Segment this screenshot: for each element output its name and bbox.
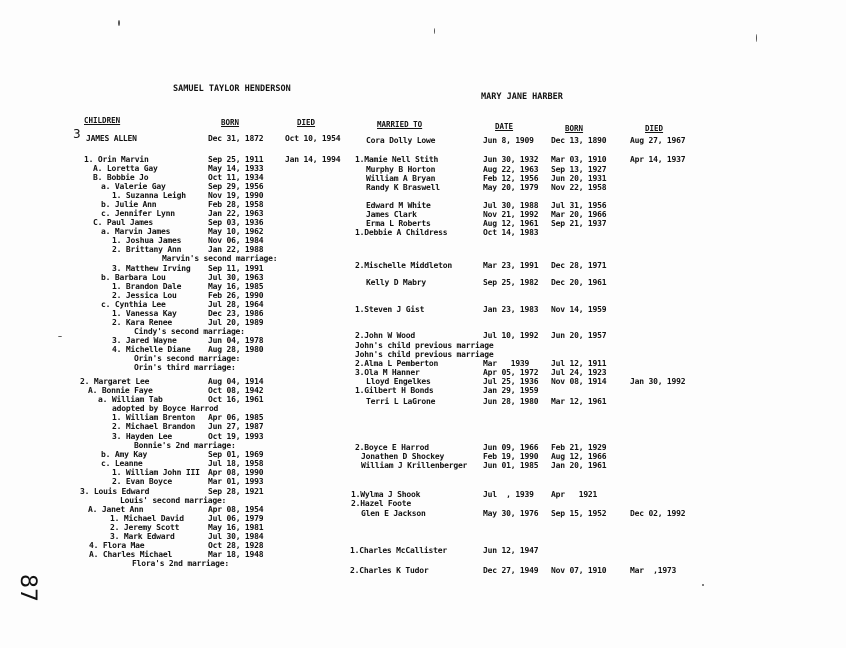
- spouse-name: Jonathen D Shockey: [361, 452, 445, 461]
- child-born: Oct 08, 1942: [208, 386, 264, 395]
- child-name: 3. Hayden Lee: [112, 432, 173, 441]
- marriage-date: Jul 25, 1936: [483, 377, 539, 386]
- marriage-date: Jun 30, 1932: [483, 155, 539, 164]
- scan-speck: [756, 34, 757, 42]
- col-married-to: MARRIED TO: [377, 120, 423, 129]
- spouse-name: John's child previous marriage: [355, 350, 494, 359]
- marriage-date: May 20, 1979: [483, 183, 539, 192]
- spouse-born: Mar 20, 1966: [551, 210, 607, 219]
- marriage-date: Dec 27, 1949: [483, 566, 539, 575]
- spouse-born: Jun 20, 1931: [551, 174, 607, 183]
- spouse-name: Randy K Braswell: [366, 183, 440, 192]
- spouse-name: Erma L Roberts: [366, 219, 431, 228]
- spouse-name: 2.Alma L Pemberton: [355, 359, 439, 368]
- spouse-name: Glen E Jackson: [361, 509, 426, 518]
- spouse-died: Aug 27, 1967: [630, 136, 686, 145]
- marriage-date: Apr 05, 1972: [483, 368, 539, 377]
- marriage-date: Nov 21, 1992: [483, 210, 539, 219]
- spouse-name: 2.Charles K Tudor: [350, 566, 429, 575]
- child-born: Oct 19, 1993: [208, 432, 264, 441]
- col-children: CHILDREN: [84, 116, 121, 125]
- marriage-date: Mar 1939: [483, 359, 530, 368]
- child-name: 4. Michelle Diane: [112, 345, 191, 354]
- spouse-name: 2.John W Wood: [355, 331, 416, 340]
- father-name: SAMUEL TAYLOR HENDERSON: [173, 84, 291, 94]
- marriage-date: Jun 28, 1980: [483, 397, 539, 406]
- child-born: Aug 28, 1980: [208, 345, 264, 354]
- child-name: 1. Vanessa Kay: [112, 309, 177, 318]
- child-name: Orin's third marriage:: [134, 363, 236, 372]
- marriage-date: Jun 09, 1966: [483, 443, 539, 452]
- child-name: Marvin's second marriage:: [162, 254, 278, 263]
- marriage-date: Jan 23, 1983: [483, 305, 539, 314]
- scan-speck: [58, 336, 62, 337]
- child-born: Sep 01, 1969: [208, 450, 264, 459]
- child-name: A. Charles Michael: [89, 550, 173, 559]
- spouse-died: Apr 14, 1937: [630, 155, 686, 164]
- child-name: 2. Kara Renee: [112, 318, 173, 327]
- spouse-died: Jan 30, 1992: [630, 377, 686, 386]
- marriage-date: Sep 25, 1982: [483, 278, 539, 287]
- child-name: 1. Orin Marvin: [84, 155, 149, 164]
- col-died-spouse: DIED: [645, 124, 664, 133]
- child-name: 3. Jared Wayne: [112, 336, 177, 345]
- child-born: Oct 11, 1934: [208, 173, 264, 182]
- spouse-name: 2.Boyce E Harrod: [355, 443, 429, 452]
- child-died: Oct 10, 1954: [285, 134, 341, 143]
- child-name: B. Bobbie Jo: [93, 173, 149, 182]
- child-born: Jul 18, 1958: [208, 459, 264, 468]
- spouse-born: Nov 08, 1914: [551, 377, 607, 386]
- spouse-born: Dec 28, 1971: [551, 261, 607, 270]
- handwritten-mark: 3: [73, 127, 81, 141]
- spouse-name: Cora Dolly Lowe: [366, 136, 436, 145]
- child-name: 1. William Brenton: [112, 413, 196, 422]
- child-name: a. Marvin James: [101, 227, 171, 236]
- child-born: Mar 01, 1993: [208, 477, 264, 486]
- spouse-born: Sep 13, 1927: [551, 165, 607, 174]
- spouse-born: Nov 22, 1958: [551, 183, 607, 192]
- handwritten-page-number: 87: [15, 574, 40, 602]
- child-name: 1. Michael David: [110, 514, 184, 523]
- spouse-name: 1.Debbie A Childress: [355, 228, 448, 237]
- child-born: May 10, 1962: [208, 227, 264, 236]
- spouse-born: Jul 12, 1911: [551, 359, 607, 368]
- mother-name: MARY JANE HARBER: [481, 92, 563, 102]
- child-name: 2. Jessica Lou: [112, 291, 177, 300]
- child-born: Jul 06, 1979: [208, 514, 264, 523]
- spouse-born: Mar 03, 1910: [551, 155, 607, 164]
- child-name: 2. Brittany Ann: [112, 245, 182, 254]
- spouse-name: 2.Mischelle Middleton: [355, 261, 452, 270]
- marriage-date: Jun 01, 1985: [483, 461, 539, 470]
- spouse-born: Jun 20, 1957: [551, 331, 607, 340]
- child-born: Feb 26, 1990: [208, 291, 264, 300]
- col-date: DATE: [495, 122, 514, 131]
- spouse-born: Aug 12, 1966: [551, 452, 607, 461]
- child-born: Aug 04, 1914: [208, 377, 264, 386]
- child-name: 3. Mark Edward: [110, 532, 175, 541]
- child-born: Oct 16, 1961: [208, 395, 264, 404]
- marriage-date: Jul 30, 1988: [483, 201, 539, 210]
- marriage-date: Aug 12, 1961: [483, 219, 539, 228]
- spouse-name: 1.Wylma J Shook: [351, 490, 421, 499]
- child-name: a. Valerie Gay: [101, 182, 166, 191]
- spouse-born: Mar 12, 1961: [551, 397, 607, 406]
- spouse-name: Murphy B Horton: [366, 165, 436, 174]
- spouse-name: Terri L LaGrone: [366, 397, 436, 406]
- child-name: b. Barbara Lou: [101, 273, 166, 282]
- scan-speck: [434, 28, 435, 34]
- spouse-name: 2.Hazel Foote: [351, 499, 412, 508]
- spouse-born: Feb 21, 1929: [551, 443, 607, 452]
- child-born: Apr 08, 1990: [208, 468, 264, 477]
- child-name: JAMES ALLEN: [86, 134, 137, 143]
- child-born: Sep 29, 1956: [208, 182, 264, 191]
- spouse-born: Nov 14, 1959: [551, 305, 607, 314]
- child-name: 2. Margaret Lee: [80, 377, 150, 386]
- spouse-died: Mar ,1973: [630, 566, 677, 575]
- child-born: Dec 23, 1986: [208, 309, 264, 318]
- scan-speck: [702, 584, 704, 586]
- marriage-date: Jan 29, 1959: [483, 386, 539, 395]
- marriage-date: May 30, 1976: [483, 509, 539, 518]
- child-born: Jun 27, 1987: [208, 422, 264, 431]
- child-name: c. Jennifer Lynn: [101, 209, 175, 218]
- spouse-born: Sep 21, 1937: [551, 219, 607, 228]
- spouse-name: 3.Ola M Hanner: [355, 368, 420, 377]
- marriage-date: Oct 14, 1983: [483, 228, 539, 237]
- child-died: Jan 14, 1994: [285, 155, 341, 164]
- child-born: Apr 06, 1985: [208, 413, 264, 422]
- marriage-date: Aug 22, 1963: [483, 165, 539, 174]
- spouse-name: 1.Mamie Nell Stith: [355, 155, 439, 164]
- child-born: Sep 11, 1991: [208, 264, 264, 273]
- spouse-born: Jan 20, 1961: [551, 461, 607, 470]
- spouse-name: William J Krillenberger: [361, 461, 468, 470]
- child-born: May 16, 1985: [208, 282, 264, 291]
- child-name: adopted by Boyce Harrod: [112, 404, 219, 413]
- scan-speck: [118, 20, 120, 26]
- spouse-name: 1.Steven J Gist: [355, 305, 425, 314]
- child-name: C. Paul James: [93, 218, 154, 227]
- marriage-date: Jun 8, 1909: [483, 136, 534, 145]
- child-name: Flora's 2nd marriage:: [132, 559, 229, 568]
- spouse-died: Dec 02, 1992: [630, 509, 686, 518]
- marriage-date: Jul 10, 1992: [483, 331, 539, 340]
- marriage-date: Jun 12, 1947: [483, 546, 539, 555]
- spouse-name: John's child previous marriage: [355, 341, 494, 350]
- child-born: Jul 28, 1964: [208, 300, 264, 309]
- child-born: Jul 30, 1963: [208, 273, 264, 282]
- child-born: May 14, 1933: [208, 164, 264, 173]
- child-name: 3. Louis Edward: [80, 487, 150, 496]
- child-born: Apr 08, 1954: [208, 505, 264, 514]
- child-name: Cindy's second marriage:: [134, 327, 245, 336]
- child-name: 2. Evan Boyce: [112, 477, 173, 486]
- spouse-name: Lloyd Engelkes: [366, 377, 431, 386]
- child-name: 1. Brandon Dale: [112, 282, 182, 291]
- child-name: b. Amy Kay: [101, 450, 148, 459]
- child-name: A. Janet Ann: [88, 505, 144, 514]
- child-name: 4. Flora Mae: [89, 541, 145, 550]
- spouse-name: 1.Gilbert H Bonds: [355, 386, 434, 395]
- child-born: May 16, 1981: [208, 523, 264, 532]
- child-name: A. Loretta Gay: [93, 164, 158, 173]
- child-name: 1. William John III: [112, 468, 200, 477]
- child-name: 3. Matthew Irving: [112, 264, 191, 273]
- col-died: DIED: [297, 118, 316, 127]
- child-name: c. Leanne: [101, 459, 143, 468]
- col-born-spouse: BORN: [565, 124, 584, 133]
- marriage-date: Feb 19, 1990: [483, 452, 539, 461]
- spouse-name: Kelly D Mabry: [366, 278, 427, 287]
- child-name: a. William Tab: [98, 395, 163, 404]
- child-born: Jan 22, 1963: [208, 209, 264, 218]
- child-name: 2. Jeremy Scott: [110, 523, 180, 532]
- spouse-born: Jul 24, 1923: [551, 368, 607, 377]
- child-name: Orin's second marriage:: [134, 354, 241, 363]
- marriage-date: Feb 12, 1956: [483, 174, 539, 183]
- child-born: Sep 03, 1936: [208, 218, 264, 227]
- spouse-born: Dec 20, 1961: [551, 278, 607, 287]
- child-born: Sep 25, 1911: [208, 155, 264, 164]
- child-born: Jun 04, 1978: [208, 336, 264, 345]
- spouse-name: Edward M White: [366, 201, 431, 210]
- spouse-born: Nov 07, 1910: [551, 566, 607, 575]
- child-born: Oct 28, 1928: [208, 541, 264, 550]
- child-name: Louis' second marriage:: [120, 496, 227, 505]
- child-born: Nov 19, 1990: [208, 191, 264, 200]
- child-name: Bonnie's 2nd marriage:: [134, 441, 236, 450]
- child-born: Feb 28, 1958: [208, 200, 264, 209]
- spouse-born: Apr 1921: [551, 490, 598, 499]
- child-born: Jul 20, 1989: [208, 318, 264, 327]
- spouse-born: Jul 31, 1956: [551, 201, 607, 210]
- child-born: Jan 22, 1988: [208, 245, 264, 254]
- child-name: 1. Joshua James: [112, 236, 182, 245]
- marriage-date: Mar 23, 1991: [483, 261, 539, 270]
- child-born: Sep 28, 1921: [208, 487, 264, 496]
- child-name: b. Julie Ann: [101, 200, 157, 209]
- child-born: Mar 18, 1948: [208, 550, 264, 559]
- child-born: Jul 30, 1984: [208, 532, 264, 541]
- child-name: 2. Michael Brandon: [112, 422, 196, 431]
- marriage-date: Jul , 1939: [483, 490, 534, 499]
- child-name: 1. Suzanna Leigh: [112, 191, 186, 200]
- spouse-name: 1.Charles McCallister: [350, 546, 447, 555]
- child-born: Dec 31, 1872: [208, 134, 264, 143]
- child-name: A. Bonnie Faye: [88, 386, 153, 395]
- spouse-name: James Clark: [366, 210, 417, 219]
- child-name: c. Cynthia Lee: [101, 300, 166, 309]
- spouse-name: William A Bryan: [366, 174, 436, 183]
- child-born: Nov 06, 1984: [208, 236, 264, 245]
- col-born: BORN: [221, 118, 240, 127]
- spouse-born: Sep 15, 1952: [551, 509, 607, 518]
- spouse-born: Dec 13, 1890: [551, 136, 607, 145]
